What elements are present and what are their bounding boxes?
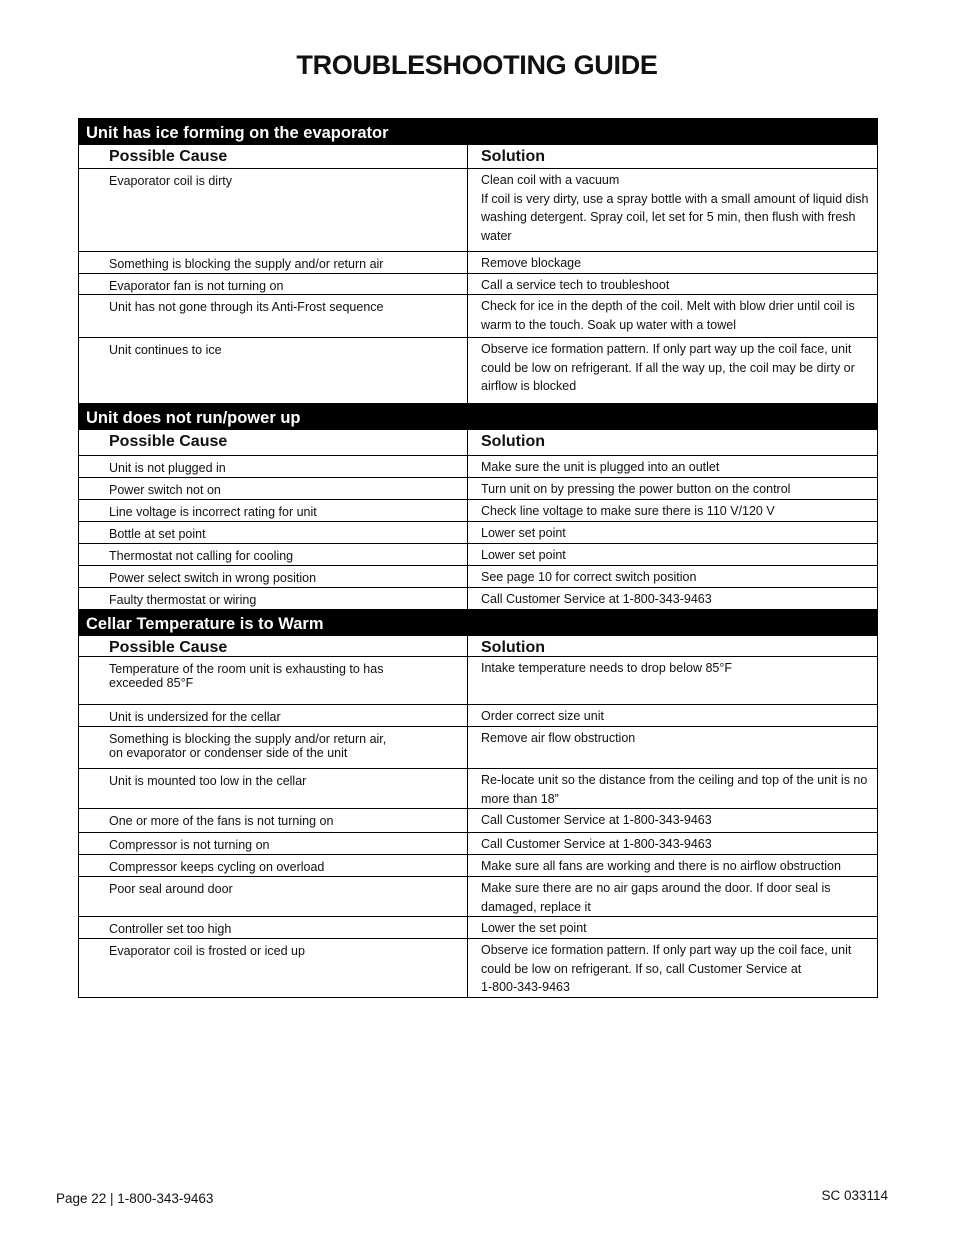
table-row [79,916,877,938]
table-row [79,876,877,916]
solution-cell: Remove air flow obstruction [481,731,636,745]
table-row [79,455,877,477]
table-row [79,251,877,273]
possible-cause-cell: Poor seal around door [79,877,468,916]
cause-column-header: Possible Cause [79,430,468,455]
table-row [79,337,877,403]
possible-cause-cell: Something is blocking the supply and/or return air, on evaporator or condenser side of the unit [79,727,468,768]
solution-cell: Intake temperature needs to drop below 85°F [481,661,732,675]
solution-cell: Clean coil with a vacuum If coil is very dirty, use a spray bottle with a small amount of liquid dish washing detergent. Spray coil, let set for 5 min, then flush with fresh water [481,173,869,243]
solution-cell: Lower the set point [481,921,587,935]
solution-cell: Call Customer Service at 1-800-343-9463 [481,837,712,851]
possible-cause-cell: One or more of the fans is not turning on [79,809,468,832]
solution-cell: Remove blockage [481,256,582,270]
possible-cause-cell: Power select switch in wrong position [79,566,468,587]
possible-cause-cell: Unit continues to ice [79,338,468,403]
table-row [79,521,877,543]
section-heading-ice-forming: Unit has ice forming on the evaporator [79,118,877,145]
possible-cause-cell: Unit is mounted too low in the cellar [79,769,468,808]
table-row [79,565,877,587]
possible-cause-cell: Unit is not plugged in [79,456,468,477]
possible-cause-cell: Compressor keeps cycling on overload [79,855,468,876]
solution-cell: Make sure there are no air gaps around the door. If door seal is damaged, replace it [481,881,831,914]
table-row [79,938,877,997]
section-heading-too-warm: Cellar Temperature is to Warm [79,609,877,636]
column-header-row [79,430,877,455]
table-row [79,543,877,565]
table-row [79,854,877,876]
solution-cell: Turn unit on by pressing the power button on the control [481,482,791,496]
table-row [79,168,877,251]
possible-cause-cell: Line voltage is incorrect rating for unit [79,500,468,521]
table-row [79,587,877,609]
possible-cause-cell: Something is blocking the supply and/or return air [79,252,468,273]
table-row [79,499,877,521]
table-row [79,656,877,704]
table-row [79,808,877,832]
possible-cause-cell: Unit has not gone through its Anti-Frost sequence [79,295,468,337]
solution-column-header: Solution [481,639,545,656]
solution-cell: Make sure the unit is plugged into an outlet [481,460,720,474]
troubleshooting-table [78,118,878,998]
table-row [79,768,877,808]
possible-cause-cell: Power switch not on [79,478,468,499]
solution-cell: Call Customer Service at 1-800-343-9463 [481,592,712,606]
possible-cause-cell: Temperature of the room unit is exhausting to has exceeded 85°F [79,657,468,704]
possible-cause-cell: Compressor is not turning on [79,833,468,854]
table-row [79,294,877,337]
table-row [79,704,877,726]
solution-cell: Check for ice in the depth of the coil. Melt with blow drier until coil is warm to the touch. Soak up water with a towel [481,299,855,332]
solution-column-header: Solution [481,433,545,450]
solution-cell: Call Customer Service at 1-800-343-9463 [481,813,712,827]
solution-cell: See page 10 for correct switch position [481,570,697,584]
cause-column-header: Possible Cause [79,145,468,168]
possible-cause-cell: Evaporator fan is not turning on [79,274,468,294]
column-header-row [79,636,877,656]
solution-cell: Order correct size unit [481,709,604,723]
solution-cell: Call a service tech to troubleshoot [481,278,670,292]
solution-column-header: Solution [481,148,545,165]
cause-column-header: Possible Cause [79,636,468,656]
possible-cause-cell: Evaporator coil is frosted or iced up [79,939,468,997]
possible-cause-cell: Evaporator coil is dirty [79,169,468,251]
footer-doc-code: SC 033114 [821,1188,888,1203]
solution-cell: Re-locate unit so the distance from the ceiling and top of the unit is no more than 18” [481,773,868,806]
solution-cell: Check line voltage to make sure there is 110 V/120 V [481,504,775,518]
column-header-row [79,145,877,168]
solution-cell: Lower set point [481,526,566,540]
section-heading-no-power: Unit does not run/power up [79,403,877,430]
solution-cell: Observe ice formation pattern. If only part way up the coil face, unit could be low on refrigerant. If so, call Customer Service at 1-800-343-9463 [481,943,852,994]
table-row [79,832,877,854]
page-title: TROUBLESHOOTING GUIDE [296,50,658,80]
possible-cause-cell: Faulty thermostat or wiring [79,588,468,609]
possible-cause-cell: Thermostat not calling for cooling [79,544,468,565]
solution-cell: Lower set point [481,548,566,562]
solution-cell: Make sure all fans are working and there is no airflow obstruction [481,859,841,873]
possible-cause-cell: Controller set too high [79,917,468,938]
possible-cause-cell: Bottle at set point [79,522,468,543]
possible-cause-cell: Unit is undersized for the cellar [79,705,468,726]
table-row [79,477,877,499]
table-row [79,273,877,294]
footer-page-number: Page 22 | 1-800-343-9463 [56,1191,214,1206]
table-row [79,726,877,768]
solution-cell: Observe ice formation pattern. If only part way up the coil face, unit could be low on refrigerant. If all the way up, the coil may be dirty or airflow is blocked [481,342,855,393]
